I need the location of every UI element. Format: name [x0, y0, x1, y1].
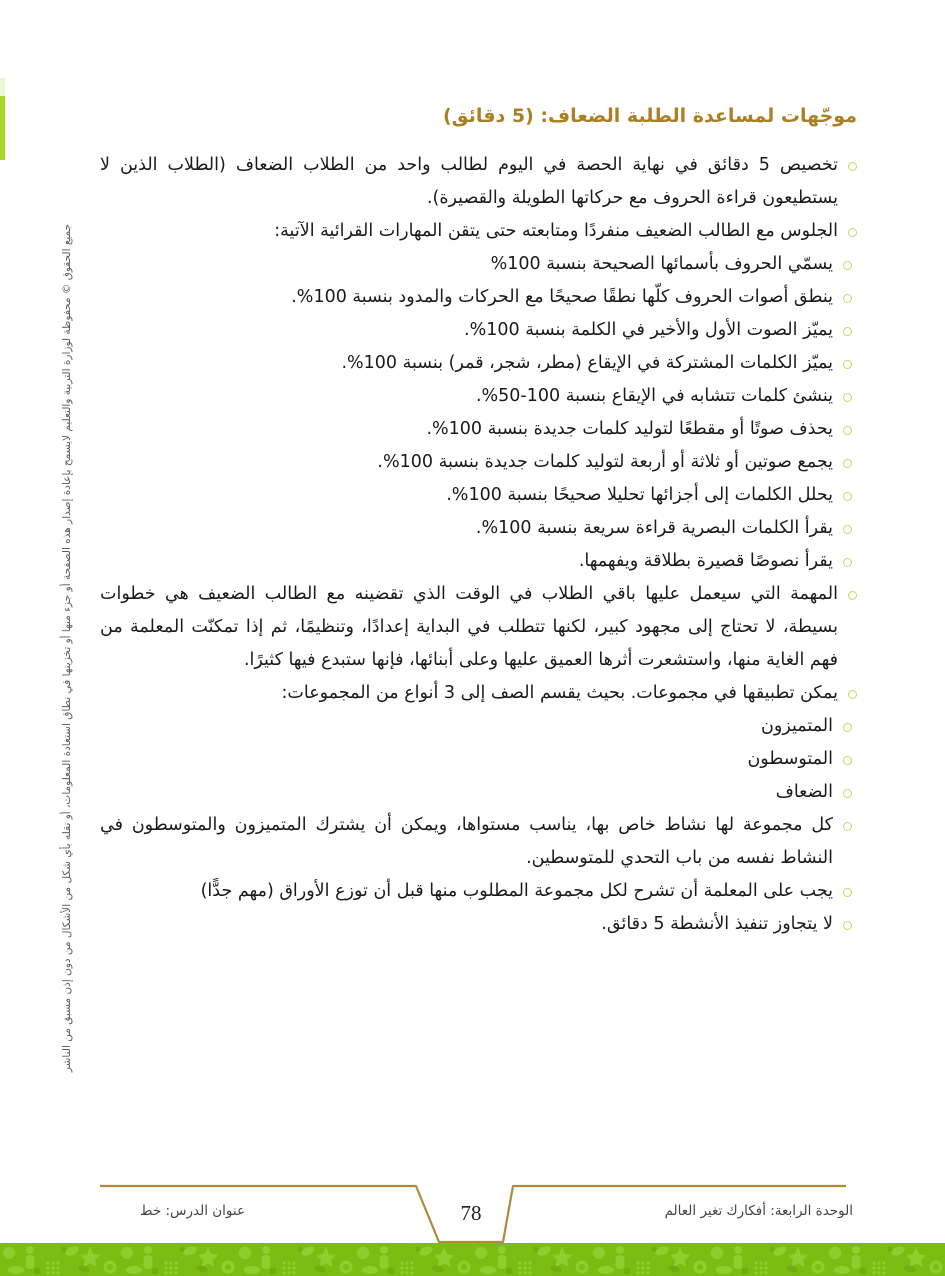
page-title: موجّهات لمساعدة الطلبة الضعاف: (5 دقائق) — [442, 105, 857, 127]
list-item — [100, 545, 857, 578]
bullet-icon — [843, 393, 852, 402]
list-item — [100, 380, 857, 413]
list-item-text: يميّز الصوت الأول والأخير في الكلمة بنسبة 100%. — [464, 320, 833, 340]
list-item-text: كل مجموعة لها نشاط خاص بها، يناسب مستواها، ويمكن أن يشترك المتميزون والمتوسطون في النشاط نفسه من باب التحدي للمتوسطين. — [100, 815, 833, 868]
list-item — [100, 446, 857, 479]
guidelines-list — [100, 149, 857, 941]
list-item-text: يحذف صوتًا أو مقطعًا لتوليد كلمات جديدة بنسبة 100%. — [426, 419, 833, 439]
bullet-icon — [843, 525, 852, 534]
list-item-text: ينشئ كلمات تتشابه في الإيقاع بنسبة 100-50%. — [475, 386, 833, 406]
list-item — [100, 908, 857, 941]
bullet-icon — [843, 261, 852, 270]
bullet-icon — [848, 228, 857, 237]
list-item-text: المهمة التي سيعمل عليها باقي الطلاب في الوقت الذي تقضينه مع الطالب الضعيف هي خطوات بسيطة، لا تحتاج إلى مجهود كبير، لكنها تتطلب في البداية إعدادًا، وتنظيمًا، ثم إذا تمكنّت المعلمة من فهم الغاية منها، واستشعرت أثرها العميق عليها وعلى أبنائها، فإنها ستبدع فيها كثيرًا. — [100, 584, 838, 670]
list-item — [100, 248, 857, 281]
list-item — [100, 809, 857, 875]
page-edge-tab-light — [0, 78, 5, 96]
bullet-icon — [843, 360, 852, 369]
list-item — [100, 479, 857, 512]
list-item-text: يجب على المعلمة أن تشرح لكل مجموعة المطلوب منها قبل أن توزع الأوراق (مهم جدًّا) — [200, 881, 833, 901]
list-item-text: يحلل الكلمات إلى أجزائها تحليلا صحيحًا بنسبة 100%. — [446, 485, 833, 505]
list-item-text: يميّز الكلمات المشتركة في الإيقاع (مطر، شجر، قمر) بنسبة 100%. — [341, 353, 833, 373]
list-item-text: يقرأ نصوصًا قصيرة بطلاقة ويفهمها. — [578, 551, 833, 571]
list-item — [100, 347, 857, 380]
bullet-icon — [843, 921, 852, 930]
bullet-icon — [848, 690, 857, 699]
bullet-icon — [843, 327, 852, 336]
bullet-icon — [848, 591, 857, 600]
footer-unit-title: الوحدة الرابعة: أفكارك تغير العالم — [664, 1203, 853, 1219]
bullet-icon — [843, 789, 852, 798]
list-item — [100, 281, 857, 314]
list-item-text: ينطق أصوات الحروف كلّها نطقًا صحيحًا مع الحركات والمدود بنسبة 100%. — [291, 287, 833, 307]
bullet-icon — [843, 459, 852, 468]
list-item-text: المتميزون — [761, 716, 833, 736]
list-item-text: يجمع صوتين أو ثلاثة أو أربعة لتوليد كلمات جديدة بنسبة 100%. — [377, 452, 833, 472]
bullet-icon — [843, 756, 852, 765]
list-item — [100, 743, 857, 776]
list-item-text: يمكن تطبيقها في مجموعات. بحيث يقسم الصف إلى 3 أنواع من المجموعات: — [281, 683, 838, 703]
bullet-icon — [843, 558, 852, 567]
list-item-text: لا يتجاوز تنفيذ الأنشطة 5 دقائق. — [601, 914, 833, 934]
bullet-icon — [843, 888, 852, 897]
list-item-text: الضعاف — [775, 782, 833, 802]
list-item — [100, 677, 857, 710]
list-item — [100, 314, 857, 347]
bullet-icon — [843, 492, 852, 501]
list-item-text: يقرأ الكلمات البصرية قراءة سريعة بنسبة 100%. — [475, 518, 833, 538]
green-doodle-pattern-strip — [0, 1243, 945, 1276]
list-item — [100, 413, 857, 446]
list-item — [100, 512, 857, 545]
list-item — [100, 215, 857, 248]
list-item — [100, 578, 857, 677]
list-item — [100, 776, 857, 809]
list-item — [100, 149, 857, 215]
bullet-icon — [843, 426, 852, 435]
list-item-text: الجلوس مع الطالب الضعيف منفردًا ومتابعته حتى يتقن المهارات القرائية الآتية: — [274, 221, 838, 241]
copyright-vertical-text: جميع الحقوق © محفوظة لوزارة التربية والتعليم لايسمح بإعادة إصدار هذه الصفحة أو جزء منها أو تخزينها في نطاق استعادة المعلومات، أو نقله بأي شكل من الأشكال من دون إذن مسبق من الناشر — [61, 223, 73, 1073]
page-edge-tab-bright — [0, 96, 5, 160]
bullet-icon — [848, 162, 857, 171]
bullet-icon — [843, 822, 852, 831]
list-item — [100, 710, 857, 743]
footer-lesson-title: عنوان الدرس: خط — [140, 1203, 246, 1219]
bullet-icon — [843, 294, 852, 303]
list-item-text: يسمّي الحروف بأسمائها الصحيحة بنسبة 100% — [490, 254, 833, 274]
main-content — [100, 103, 857, 941]
bullet-icon — [843, 723, 852, 732]
list-item-text: تخصيص 5 دقائق في نهاية الحصة في اليوم لطالب واحد من الطلاب الضعاف (الطلاب الذين لا يستطيعون قراءة الحروف مع حركاتها الطويلة والقصيرة). — [100, 155, 838, 208]
list-item-text: المتوسطون — [747, 749, 833, 769]
list-item — [100, 875, 857, 908]
page-number: 78 — [460, 1201, 482, 1225]
